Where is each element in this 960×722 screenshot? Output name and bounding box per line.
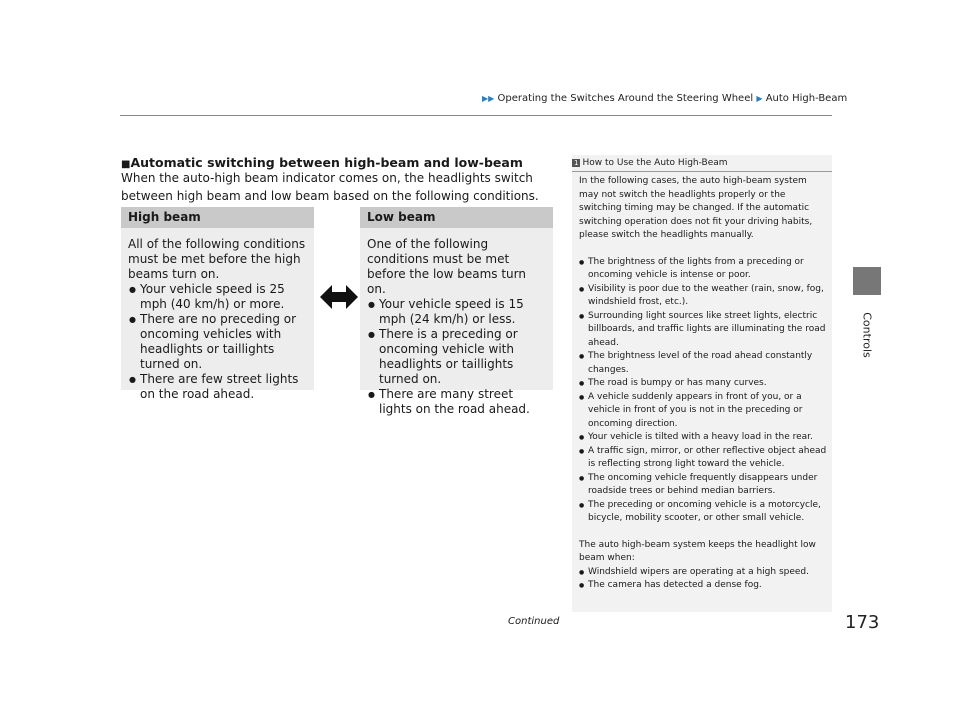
double-arrow-icon [320, 285, 358, 313]
notes-title [572, 158, 728, 168]
list-item: ● The brightness of the lights from a preceding or oncoming vehicle is intense or poor. [579, 256, 827, 283]
notes-divider [572, 171, 832, 172]
list-item: ● There are many street lights on the road ahead. [367, 387, 547, 417]
list-item: ● Your vehicle speed is 25 mph (40 km/h) or more. [128, 282, 308, 312]
reference-number-icon: 1 [574, 159, 579, 167]
section-intro: When the auto-high beam indicator comes on, the headlights switch between high beam and low beam based on the following conditions. [121, 171, 539, 203]
chapter-tab-marker [853, 267, 881, 295]
list-item: ● Surrounding light sources like street lights, electric billboards, and traffic lights are illuminating the road ahead. [579, 310, 827, 351]
list-item: ● Your vehicle is tilted with a heavy load in the rear. [579, 431, 827, 445]
high-beam-list [128, 282, 308, 402]
list-item: ● The brightness level of the road ahead constantly changes. [579, 350, 827, 377]
high-beam-body [128, 237, 308, 402]
high-beam-box [121, 207, 314, 401]
list-item: ● The road is bumpy or has many curves. [579, 377, 827, 391]
low-beam-lead: One of the following conditions must be met before the low beams turn on. [367, 237, 526, 296]
section-title [121, 155, 523, 170]
page-number: 173 [845, 612, 880, 633]
section-title-text: Automatic switching between high-beam and low-beam [130, 155, 523, 170]
list-item: ● A vehicle suddenly appears in front of you, or a vehicle in front of you is not in the preceding or oncoming direction. [579, 391, 827, 432]
triangle-icon: ▶ [756, 94, 763, 103]
notes-intro: In the following cases, the auto high-beam system may not switch the headlights properly or the switching timing may be changed. If the automatic switching operation does not fit your driving habits, please switch the headlights manually. [579, 176, 813, 240]
list-item: ● There are few street lights on the road ahead. [128, 372, 308, 402]
notes-keeps-text: The auto high-beam system keeps the headlight low beam when: [579, 539, 816, 563]
list-item: ● The camera has detected a dense fog. [579, 579, 827, 593]
breadcrumb [482, 93, 847, 104]
list-item: ● A traffic sign, mirror, or other reflective object ahead is reflecting strong light toward the vehicle. [579, 445, 827, 472]
list-item: ● Your vehicle speed is 15 mph (24 km/h) or less. [367, 297, 547, 327]
square-bullet-icon: ■ [121, 159, 131, 170]
triangle-icon: ▶▶ [482, 94, 495, 103]
notes-conditions-list [579, 256, 827, 526]
notes-body [579, 175, 827, 593]
continued-label: Continued [508, 616, 560, 627]
list-item: ● Visibility is poor due to the weather (rain, snow, fog, windshield frost, etc.). [579, 283, 827, 310]
list-item: ● There are no preceding or oncoming vehicles with headlights or taillights turned on. [128, 312, 308, 372]
notes-panel [572, 155, 832, 612]
breadcrumb-section: Operating the Switches Around the Steering Wheel [497, 93, 754, 104]
low-beam-body [367, 237, 547, 417]
chapter-tab-text: Controls [860, 312, 874, 358]
high-beam-heading: High beam [121, 207, 314, 228]
list-item: ● The preceding or oncoming vehicle is a motorcycle, bicycle, mobility scooter, or other small vehicle. [579, 499, 827, 526]
notes-keeps-list [579, 566, 827, 593]
low-beam-box [360, 207, 553, 416]
list-item: ● Windshield wipers are operating at a high speed. [579, 566, 827, 580]
list-item: ● The oncoming vehicle frequently disappears under roadside trees or behind median barriers. [579, 472, 827, 499]
header-divider [120, 115, 832, 116]
low-beam-heading: Low beam [360, 207, 553, 228]
chapter-tab-label [853, 300, 881, 370]
notes-title-text: How to Use the Auto High-Beam [582, 158, 728, 168]
list-item: ● There is a preceding or oncoming vehicle with headlights or taillights turned on. [367, 327, 547, 387]
breadcrumb-topic: Auto High-Beam [765, 93, 848, 104]
low-beam-list [367, 297, 547, 417]
high-beam-lead: All of the following conditions must be met before the high beams turn on. [128, 237, 306, 281]
